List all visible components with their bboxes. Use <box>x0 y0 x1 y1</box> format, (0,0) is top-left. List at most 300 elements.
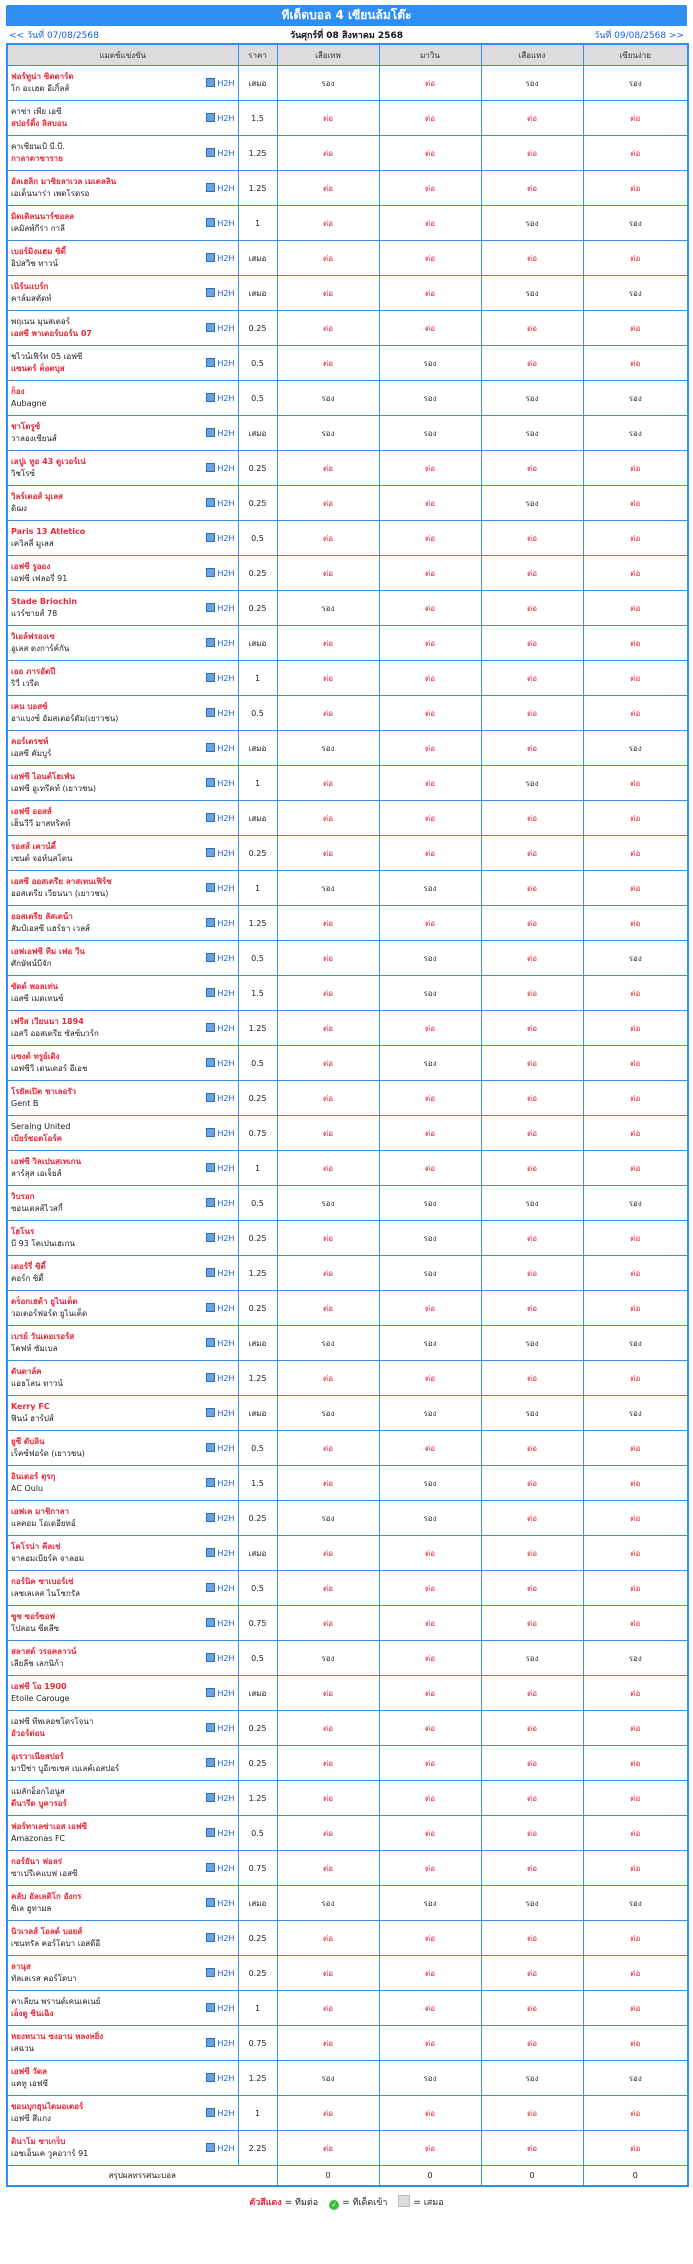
pick-tipster-4: ต่อ <box>583 1921 688 1956</box>
table-row <box>7 731 688 766</box>
stats-chart-icon <box>206 1268 215 1277</box>
h2h-label: H2H <box>217 1934 235 1943</box>
away-team: แซนดร์ ค็อดบุส <box>11 364 65 373</box>
h2h-link[interactable] <box>206 1863 234 1873</box>
h2h-link[interactable] <box>206 2108 234 2118</box>
pick-tipster-4: ต่อ <box>583 2026 688 2061</box>
pick-tipster-4: ต่อ <box>583 556 688 591</box>
summary-row <box>7 2166 688 2187</box>
h2h-link[interactable] <box>206 113 234 123</box>
h2h-link[interactable] <box>206 1723 234 1733</box>
odds-value: 1 <box>238 766 277 801</box>
table-row <box>7 276 688 311</box>
table-row <box>7 451 688 486</box>
home-team: Seraing United <box>11 1122 71 1131</box>
away-team: โก อะเฮด อีเกิ้ลส์ <box>11 84 70 93</box>
odds-value: 1 <box>238 871 277 906</box>
h2h-link[interactable] <box>206 1338 234 1348</box>
pick-tipster-2: ต่อ <box>379 556 481 591</box>
h2h-label: H2H <box>217 219 235 228</box>
match-cell <box>7 2096 238 2131</box>
h2h-label: H2H <box>217 1724 235 1733</box>
pick-tipster-1: ต่อ <box>277 1956 379 1991</box>
h2h-label: H2H <box>217 1234 235 1243</box>
h2h-link[interactable] <box>206 1198 234 1208</box>
stats-chart-icon <box>206 883 215 892</box>
pick-tipster-2: ต่อ <box>379 626 481 661</box>
pick-tipster-2: รอง <box>379 976 481 1011</box>
h2h-link[interactable] <box>206 358 234 368</box>
match-cell <box>7 381 238 416</box>
pick-tipster-3: รอง <box>481 276 583 311</box>
odds-value: เสมอ <box>238 241 277 276</box>
pick-tipster-4: ต่อ <box>583 591 688 626</box>
home-team: แซงต์ ทรูย์เดิง <box>11 1052 60 1061</box>
away-team: เซนทรัล คอร์โดบา เอสดีอี <box>11 1939 101 1948</box>
away-team: เอฟซี อูเทรีคท์ (เยาวชน) <box>11 784 96 793</box>
pick-tipster-3: ต่อ <box>481 1361 583 1396</box>
h2h-link[interactable] <box>206 1688 234 1698</box>
pick-tipster-4: รอง <box>583 1641 688 1676</box>
pick-tipster-2: รอง <box>379 1186 481 1221</box>
pick-tipster-2: ต่อ <box>379 591 481 626</box>
prev-day-link[interactable]: << วันที่ 07/08/2568 <box>9 30 99 41</box>
odds-value: 1.5 <box>238 976 277 1011</box>
table-row <box>7 1081 688 1116</box>
legend-draw-desc: = เสมอ <box>413 2198 444 2208</box>
h2h-link[interactable] <box>206 568 234 578</box>
table-row <box>7 1011 688 1046</box>
pick-tipster-2: ต่อ <box>379 206 481 241</box>
summary-value-tipster-2: 0 <box>379 2166 481 2187</box>
pick-tipster-3: ต่อ <box>481 1466 583 1501</box>
h2h-label: H2H <box>217 989 235 998</box>
h2h-link[interactable] <box>206 533 234 543</box>
stats-chart-icon <box>206 113 215 122</box>
h2h-link[interactable] <box>206 148 234 158</box>
table-row <box>7 1326 688 1361</box>
odds-value: 0.25 <box>238 836 277 871</box>
pick-tipster-1: ต่อ <box>277 1256 379 1291</box>
stats-chart-icon <box>206 1198 215 1207</box>
h2h-label: H2H <box>217 324 235 333</box>
odds-value: เสมอ <box>238 416 277 451</box>
h2h-link[interactable] <box>206 778 234 788</box>
h2h-label: H2H <box>217 1864 235 1873</box>
home-team: ดันดาล์ค <box>11 1367 42 1376</box>
pick-tipster-1: ต่อ <box>277 1711 379 1746</box>
pick-tipster-3: ต่อ <box>481 1781 583 1816</box>
home-team: คาเลียน พรานด์เคนเคเนย์ <box>11 1997 101 2006</box>
table-row <box>7 696 688 731</box>
legend-red-desc: = ทีมต่อ <box>281 2198 319 2208</box>
pick-tipster-4: ต่อ <box>583 311 688 346</box>
stats-chart-icon <box>206 428 215 437</box>
h2h-link[interactable] <box>206 498 234 508</box>
table-row <box>7 906 688 941</box>
home-team: กอร์ยันา ฟอลร่ <box>11 1857 63 1866</box>
h2h-link[interactable] <box>206 1583 234 1593</box>
h2h-label: H2H <box>217 2004 235 2013</box>
away-team: ทัลเลเรส คอร์โดบา <box>11 1974 77 1983</box>
pick-tipster-2: รอง <box>379 381 481 416</box>
h2h-label: H2H <box>217 1794 235 1803</box>
pick-tipster-2: ต่อ <box>379 696 481 731</box>
h2h-link[interactable] <box>206 883 234 893</box>
away-team: ฟินน์ ฮาร์ปส์ <box>11 1414 54 1423</box>
pick-tipster-4: ต่อ <box>583 1676 688 1711</box>
pick-tipster-3: รอง <box>481 1186 583 1221</box>
pick-tipster-3: ต่อ <box>481 591 583 626</box>
pick-tipster-4: ต่อ <box>583 906 688 941</box>
match-cell <box>7 941 238 976</box>
h2h-link[interactable] <box>206 1478 234 1488</box>
pick-tipster-1: รอง <box>277 871 379 906</box>
h2h-label: H2H <box>217 2039 235 2048</box>
h2h-link[interactable] <box>206 673 234 683</box>
match-cell <box>7 1536 238 1571</box>
away-team: แคทู เอฟซี <box>11 2079 48 2088</box>
h2h-link[interactable] <box>206 603 234 613</box>
pick-tipster-4: ต่อ <box>583 1781 688 1816</box>
odds-value: 0.75 <box>238 2026 277 2061</box>
h2h-link[interactable] <box>206 1268 234 1278</box>
pick-tipster-2: รอง <box>379 871 481 906</box>
odds-value: 0.25 <box>238 1746 277 1781</box>
pick-tipster-3: ต่อ <box>481 101 583 136</box>
home-team: เบรย์ วันเดอเรอร์ส <box>11 1332 75 1341</box>
pick-tipster-1: ต่อ <box>277 276 379 311</box>
away-team: แวร์ซายส์ 78 <box>11 609 58 618</box>
h2h-link[interactable] <box>206 2038 234 2048</box>
h2h-link[interactable] <box>206 918 234 928</box>
odds-value: 1 <box>238 1151 277 1186</box>
away-team: ลาร์สุส เอเจ็ยส์ <box>11 1169 62 1178</box>
pick-tipster-3: ต่อ <box>481 941 583 976</box>
h2h-link[interactable] <box>206 463 234 473</box>
pick-tipster-4: ต่อ <box>583 1151 688 1186</box>
stats-chart-icon <box>206 183 215 192</box>
pick-tipster-4: ต่อ <box>583 766 688 801</box>
away-team: Aubagne <box>11 399 47 408</box>
pick-tipster-1: รอง <box>277 1186 379 1221</box>
home-team: คาซ่า เพีย เอซี <box>11 107 62 116</box>
table-row <box>7 766 688 801</box>
stats-chart-icon <box>206 1793 215 1802</box>
h2h-link[interactable] <box>206 288 234 298</box>
pick-tipster-3: ต่อ <box>481 1431 583 1466</box>
page-title: ทีเด็ดบอล 4 เซียนล้มโต๊ะ <box>6 5 687 26</box>
pick-tipster-3: ต่อ <box>481 2026 583 2061</box>
table-row <box>7 626 688 661</box>
h2h-link[interactable] <box>206 218 234 228</box>
home-team: เอฟซี ไอนด์โฮเฟ่น <box>11 772 75 781</box>
odds-value: 0.25 <box>238 311 277 346</box>
pick-tipster-2: ต่อ <box>379 731 481 766</box>
h2h-label: H2H <box>217 2144 235 2153</box>
odds-value: 0.5 <box>238 1186 277 1221</box>
pick-tipster-2: ต่อ <box>379 661 481 696</box>
odds-value: เสมอ <box>238 626 277 661</box>
h2h-link[interactable] <box>206 78 234 88</box>
match-cell <box>7 276 238 311</box>
h2h-link[interactable] <box>206 1093 234 1103</box>
away-team: เอฟซีวี เดนเดอร์ อีเอช <box>11 1064 88 1073</box>
h2h-label: H2H <box>217 919 235 928</box>
pick-tipster-4: รอง <box>583 276 688 311</box>
h2h-link[interactable] <box>206 1408 234 1418</box>
h2h-link[interactable] <box>206 2143 234 2153</box>
h2h-label: H2H <box>217 184 235 193</box>
stats-chart-icon <box>206 813 215 822</box>
odds-value: 1 <box>238 1991 277 2026</box>
match-cell <box>7 1956 238 1991</box>
away-team: เลชเลเลส ไนโชกรัล <box>11 1589 81 1598</box>
match-cell <box>7 661 238 696</box>
h2h-link[interactable] <box>206 638 234 648</box>
h2h-link[interactable] <box>206 1758 234 1768</box>
pick-tipster-2: ต่อ <box>379 906 481 941</box>
pick-tipster-4: ต่อ <box>583 871 688 906</box>
h2h-link[interactable] <box>206 2073 234 2083</box>
stats-chart-icon <box>206 1863 215 1872</box>
match-cell <box>7 2026 238 2061</box>
h2h-link[interactable] <box>206 1058 234 1068</box>
pick-tipster-3: ต่อ <box>481 241 583 276</box>
stats-chart-icon <box>206 848 215 857</box>
h2h-link[interactable] <box>206 1793 234 1803</box>
stats-chart-icon <box>206 393 215 402</box>
stats-chart-icon <box>206 673 215 682</box>
h2h-link[interactable] <box>206 253 234 263</box>
odds-value: 0.25 <box>238 1501 277 1536</box>
h2h-link[interactable] <box>206 1303 234 1313</box>
check-icon: ✓ <box>329 2200 339 2210</box>
h2h-label: H2H <box>217 149 235 158</box>
pick-tipster-2: ต่อ <box>379 1011 481 1046</box>
away-team: ซอนเดลส์ไวสกี้ <box>11 1204 63 1213</box>
away-team: เอสวี ออสเตรีย ซัลซ์บวร์ก <box>11 1029 99 1038</box>
h2h-label: H2H <box>217 1479 235 1488</box>
pick-tipster-3: ต่อ <box>481 696 583 731</box>
table-row <box>7 976 688 1011</box>
table-row <box>7 1536 688 1571</box>
pick-tipster-2: ต่อ <box>379 1431 481 1466</box>
table-row <box>7 836 688 871</box>
pick-tipster-4: ต่อ <box>583 1431 688 1466</box>
pick-tipster-2: รอง <box>379 1326 481 1361</box>
h2h-link[interactable] <box>206 813 234 823</box>
h2h-link[interactable] <box>206 1653 234 1663</box>
h2h-label: H2H <box>217 1969 235 1978</box>
h2h-link[interactable] <box>206 1513 234 1523</box>
table-row <box>7 1501 688 1536</box>
pick-tipster-3: ต่อ <box>481 1221 583 1256</box>
table-row <box>7 486 688 521</box>
odds-value: เสมอ <box>238 1676 277 1711</box>
home-team: ฟอร์ทาเลซ่าเอส เอฟซี <box>11 1822 87 1831</box>
h2h-link[interactable] <box>206 183 234 193</box>
h2h-link[interactable] <box>206 323 234 333</box>
table-row <box>7 1186 688 1221</box>
h2h-link[interactable] <box>206 1128 234 1138</box>
h2h-link[interactable] <box>206 1443 234 1453</box>
pick-tipster-4: ต่อ <box>583 2096 688 2131</box>
table-row <box>7 1221 688 1256</box>
pick-tipster-4: ต่อ <box>583 451 688 486</box>
pick-tipster-1: ต่อ <box>277 171 379 206</box>
table-row <box>7 1291 688 1326</box>
table-row <box>7 1711 688 1746</box>
h2h-label: H2H <box>217 569 235 578</box>
pick-tipster-3: ต่อ <box>481 1921 583 1956</box>
stats-chart-icon <box>206 638 215 647</box>
pick-tipster-2: ต่อ <box>379 766 481 801</box>
match-cell <box>7 1116 238 1151</box>
match-cell <box>7 1851 238 1886</box>
pick-tipster-4: ต่อ <box>583 1221 688 1256</box>
h2h-label: H2H <box>217 814 235 823</box>
pick-tipster-1: รอง <box>277 731 379 766</box>
away-team: อูเลส ดงการ์ค์กัน <box>11 644 70 653</box>
pick-tipster-3: รอง <box>481 1396 583 1431</box>
stats-chart-icon <box>206 2003 215 2012</box>
home-team: พฤเนน มุนสเตอร์ <box>11 317 70 326</box>
h2h-link[interactable] <box>206 1233 234 1243</box>
table-row <box>7 1886 688 1921</box>
away-team: เซนต์ จอห์นสโตน <box>11 854 73 863</box>
pick-tipster-3: ต่อ <box>481 346 583 381</box>
pick-tipster-3: ต่อ <box>481 976 583 1011</box>
match-cell <box>7 1081 238 1116</box>
h2h-link[interactable] <box>206 988 234 998</box>
pick-tipster-2: ต่อ <box>379 241 481 276</box>
h2h-link[interactable] <box>206 393 234 403</box>
pick-tipster-3: รอง <box>481 66 583 101</box>
h2h-link[interactable] <box>206 743 234 753</box>
pick-tipster-2: ต่อ <box>379 1151 481 1186</box>
table-row <box>7 1781 688 1816</box>
match-cell <box>7 591 238 626</box>
pick-tipster-2: ต่อ <box>379 1536 481 1571</box>
match-cell <box>7 1011 238 1046</box>
h2h-link[interactable] <box>206 1828 234 1838</box>
stats-chart-icon <box>206 1618 215 1627</box>
away-team: เอฟซี สึแกง <box>11 2114 51 2123</box>
stats-chart-icon <box>206 1058 215 1067</box>
h2h-link[interactable] <box>206 1548 234 1558</box>
stats-chart-icon <box>206 2038 215 2047</box>
match-cell <box>7 171 238 206</box>
h2h-link[interactable] <box>206 1373 234 1383</box>
pick-tipster-1: ต่อ <box>277 801 379 836</box>
odds-value: 1 <box>238 206 277 241</box>
pick-tipster-2: รอง <box>379 941 481 976</box>
odds-value: 1 <box>238 661 277 696</box>
odds-value: 0.25 <box>238 1921 277 1956</box>
h2h-label: H2H <box>217 464 235 473</box>
table-row <box>7 2096 688 2131</box>
stats-chart-icon <box>206 323 215 332</box>
h2h-link[interactable] <box>206 848 234 858</box>
pick-tipster-4: ต่อ <box>583 1571 688 1606</box>
legend-ok-desc: = ทีเด็ดเข้า <box>342 2198 388 2208</box>
odds-value: 0.5 <box>238 1816 277 1851</box>
away-team: เควิลลี่ มูเลส <box>11 539 54 548</box>
col-header-tipster-1: เสือเทพ <box>277 44 379 66</box>
pick-tipster-3: ต่อ <box>481 1011 583 1046</box>
h2h-link[interactable] <box>206 1898 234 1908</box>
pick-tipster-2: ต่อ <box>379 1606 481 1641</box>
h2h-link[interactable] <box>206 1023 234 1033</box>
h2h-link[interactable] <box>206 1163 234 1173</box>
h2h-label: H2H <box>217 1549 235 1558</box>
stats-chart-icon <box>206 988 215 997</box>
pick-tipster-1: ต่อ <box>277 976 379 1011</box>
match-cell <box>7 1606 238 1641</box>
home-team: อินเตอร์ ตุรกุ <box>11 1472 56 1481</box>
h2h-link[interactable] <box>206 1618 234 1628</box>
stats-chart-icon <box>206 2073 215 2082</box>
odds-value: เสมอ <box>238 1536 277 1571</box>
match-cell <box>7 1886 238 1921</box>
pick-tipster-4: ต่อ <box>583 1816 688 1851</box>
match-cell <box>7 521 238 556</box>
match-cell <box>7 1781 238 1816</box>
pick-tipster-1: ต่อ <box>277 486 379 521</box>
home-team: ซัดด์ พอลเท่น <box>11 982 59 991</box>
home-team: กอร์นิค ซาเบอร์เซ่ <box>11 1577 74 1586</box>
pick-tipster-2: ต่อ <box>379 171 481 206</box>
odds-value: 0.25 <box>238 556 277 591</box>
pick-tipster-1: ต่อ <box>277 101 379 136</box>
h2h-link[interactable] <box>206 708 234 718</box>
odds-value: 0.25 <box>238 1081 277 1116</box>
h2h-link[interactable] <box>206 428 234 438</box>
stats-chart-icon <box>206 1023 215 1032</box>
pick-tipster-1: รอง <box>277 416 379 451</box>
pick-tipster-1: ต่อ <box>277 1921 379 1956</box>
table-row <box>7 136 688 171</box>
h2h-label: H2H <box>217 1829 235 1838</box>
h2h-link[interactable] <box>206 953 234 963</box>
stats-chart-icon <box>206 1653 215 1662</box>
table-row <box>7 66 688 101</box>
match-cell <box>7 976 238 1011</box>
away-team: เอฟซี เฟลอรี่ 91 <box>11 574 68 583</box>
next-day-link[interactable]: วันที่ 09/08/2568 >> <box>594 30 684 41</box>
pick-tipster-4: ต่อ <box>583 486 688 521</box>
table-row <box>7 1921 688 1956</box>
odds-value: 1.25 <box>238 1256 277 1291</box>
match-cell <box>7 1991 238 2026</box>
home-team: เอฟซี รูออง <box>11 562 51 571</box>
odds-value: 1 <box>238 2096 277 2131</box>
table-row <box>7 171 688 206</box>
stats-chart-icon <box>206 2143 215 2152</box>
h2h-link[interactable] <box>206 2003 234 2013</box>
pick-tipster-1: ต่อ <box>277 836 379 871</box>
pick-tipster-2: ต่อ <box>379 1711 481 1746</box>
match-cell <box>7 101 238 136</box>
home-team: ออสเตรีย ลัสเตน้า <box>11 912 73 921</box>
match-cell <box>7 2131 238 2166</box>
h2h-link[interactable] <box>206 1933 234 1943</box>
h2h-label: H2H <box>217 1164 235 1173</box>
stats-chart-icon <box>206 463 215 472</box>
home-team: ซอนบุกฮุนไดมอเตอร์ <box>11 2102 84 2111</box>
h2h-link[interactable] <box>206 1968 234 1978</box>
